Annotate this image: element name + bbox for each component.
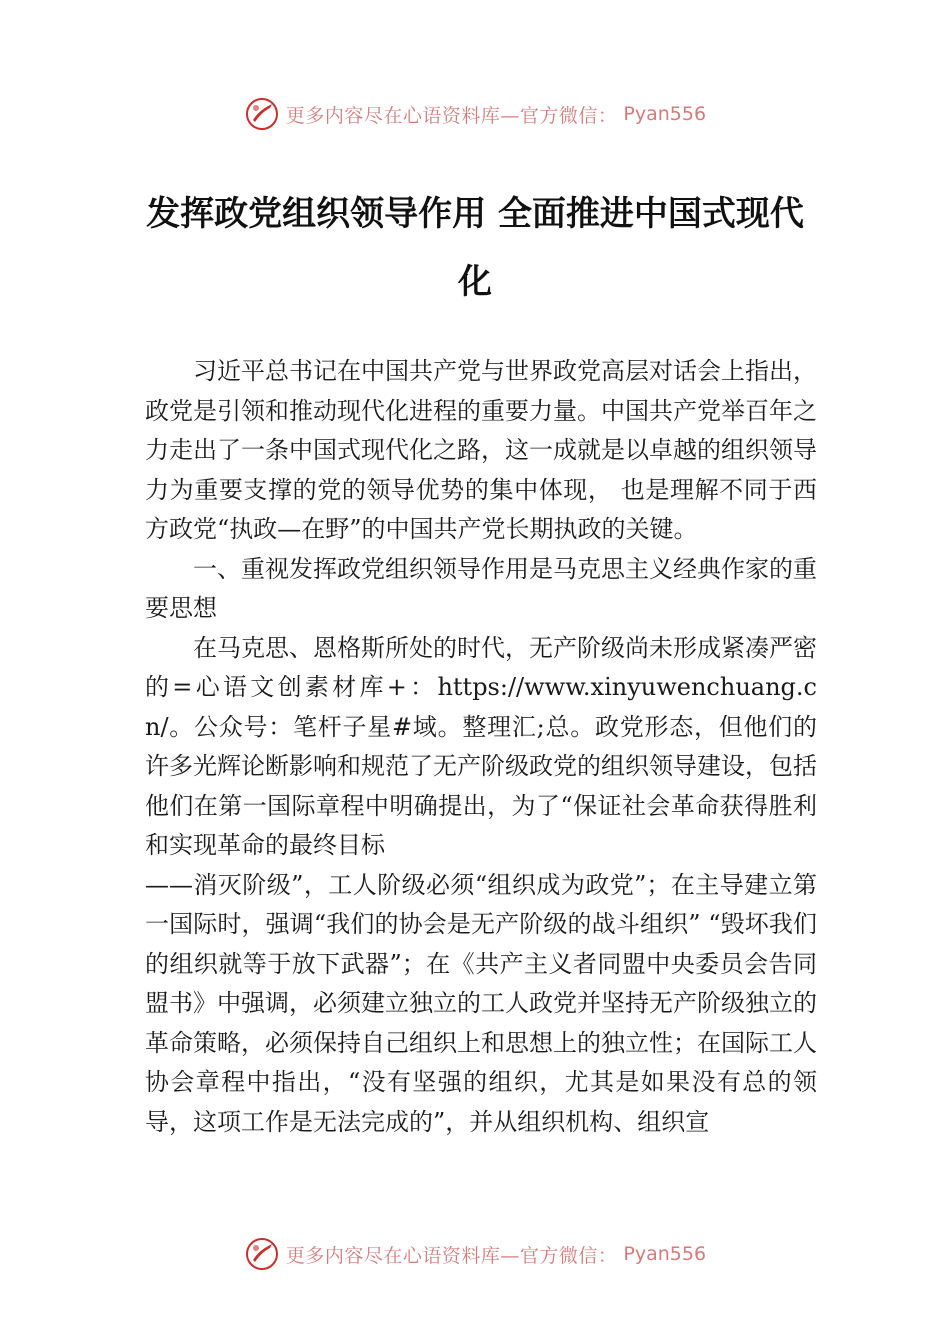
header-banner: [0, 92, 950, 136]
banner-wechat-id: Pyan556: [623, 103, 707, 125]
paragraph: 在马克思、恩格斯所处的时代，无产阶级尚未形成紧凑严密的=心语文创素材库+：https://www.xinyuwenchuang.cn/。公众号：笔杆子星#域。整理汇;总。政党形态，但他们的许多光辉论断影响和规范了无产阶级政党的组织领导建设，包括他们在第一国际章程中明确提出，为了“保证社会革命获得胜利和实现革命的最终目标: [145, 633, 817, 859]
paragraph: 习近平总书记在中国共产党与世界政党高层对话会上指出，政党是引领和推动现代化进程的重要力量。中国共产党举百年之力走出了一条中国式现代化之路，这一成就是以卓越的组织领导力为重要支撑的党的领导优势的集中体现， 也是理解不同于西方政党“执政—在野”的中国共产党长期执政的关键。: [145, 357, 817, 543]
banner-text: 更多内容尽在心语资料库—官方微信：: [285, 104, 618, 127]
paragraph: ——消灭阶级”，工人阶级必须“组织成为政党”；在主导建立第一国际时，强调“我们的协会是无产阶级的战斗组织” “毁坏我们的组织就等于放下武器”；在《共产主义者同盟中央委员会告同盟书》中强调，必须建立独立的工人政党并坚持无产阶级独立的革命策略，必须保持自己组织上和思想上的独立性；在国际工人协会章程中指出，“没有坚强的组织，尤其是如果没有总的领导，这项工作是无法完成的”，并从组织机构、组织宣: [145, 870, 817, 1136]
document-title: 发挥政党组织领导作用 全面推进中国式现代化: [146, 194, 804, 302]
banner-text: 更多内容尽在心语资料库—官方微信：: [285, 1244, 618, 1267]
footer-banner: [0, 1232, 950, 1276]
brush-logo-icon: [244, 1236, 280, 1272]
brush-logo-icon: [244, 96, 280, 132]
section-heading: 一、重视发挥政党组织领导作用是马克思主义经典作家的重要思想: [145, 554, 817, 622]
banner-wechat-id: Pyan556: [623, 1243, 707, 1265]
document-body: [145, 352, 817, 1142]
